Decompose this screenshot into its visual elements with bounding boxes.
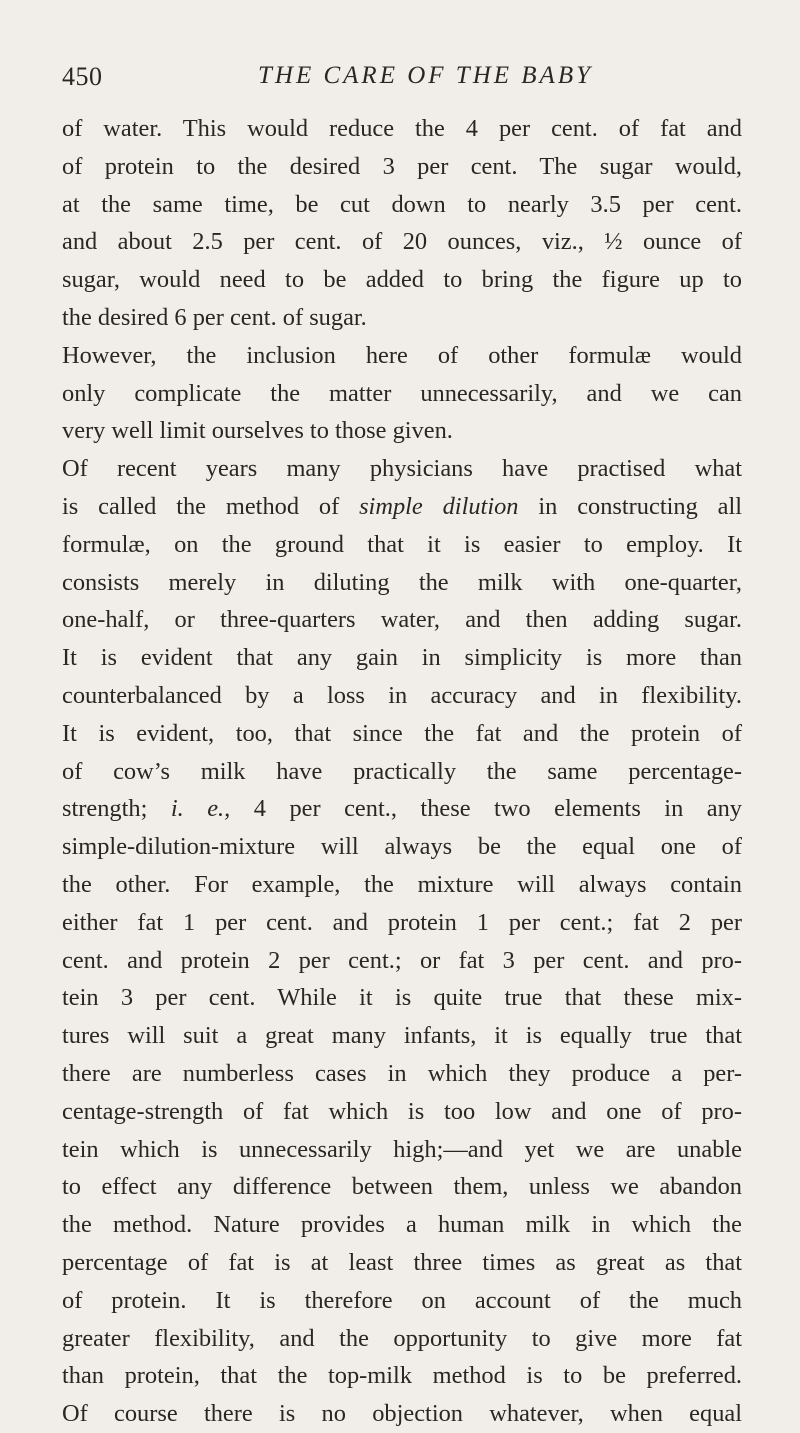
text-line: of cow’s milk have practically the same percentage- xyxy=(62,757,742,785)
text-line: tures will suit a great many infants, it is equally true that xyxy=(62,1022,742,1050)
text-line: the other. For example, the mixture will always contain xyxy=(62,870,742,898)
emphasized-text: simple dilution xyxy=(359,492,519,520)
text-line: greater flexibility, and the opportunity to give more fat xyxy=(62,1324,742,1352)
text-line: counterbalanced by a loss in accuracy and in flexibility. xyxy=(62,681,742,709)
text-line: Of recent years many physicians have practised what xyxy=(62,455,742,483)
text-line: tein 3 per cent. While it is quite true that these mix- xyxy=(62,984,742,1012)
text-line: tein which is unnecessarily high;—and yet we are unable xyxy=(62,1135,742,1163)
text-line: It is evident, too, that since the fat and the protein of xyxy=(62,719,742,747)
text-line: sugar, would need to be added to bring the figure up to xyxy=(62,266,742,294)
text-line: very well limit ourselves to those given. xyxy=(62,417,453,445)
text-line: and about 2.5 per cent. of 20 ounces, viz., ½ ounce of xyxy=(62,228,742,256)
text-line: the desired 6 per cent. of sugar. xyxy=(62,303,367,331)
page-number: 450 xyxy=(62,62,103,91)
text-line: formulæ, on the ground that it is easier to employ. It xyxy=(62,530,742,558)
text-line: However, the inclusion here of other formulæ would xyxy=(62,341,742,369)
text-line: centage-strength of fat which is too low and one of pro- xyxy=(62,1097,742,1125)
text-line-with-emphasis xyxy=(62,488,742,526)
text-line: only complicate the matter unnecessarily, and we can xyxy=(62,379,742,407)
text-line: of water. This would reduce the 4 per cent. of fat and xyxy=(62,115,742,142)
text-line: one-half, or three-quarters water, and then adding sugar. xyxy=(62,606,742,634)
text-line: of protein. It is therefore on account of the much xyxy=(62,1286,742,1314)
line-text-after: 4 per cent., these two elements in any xyxy=(230,795,742,823)
body-text xyxy=(62,110,742,1433)
text-line: to effect any difference between them, unless we abandon xyxy=(62,1173,742,1201)
text-line: cent. and protein 2 per cent.; or fat 3 per cent. and pro- xyxy=(62,946,742,974)
text-line: there are numberless cases in which they produce a per- xyxy=(62,1059,742,1087)
running-head xyxy=(62,62,752,98)
emphasized-text: i. e., xyxy=(170,795,231,823)
text-line: simple-dilution-mixture will always be the equal one of xyxy=(62,833,742,861)
text-line: than protein, that the top-milk method is to be preferred. xyxy=(62,1362,742,1390)
text-line: It is evident that any gain in simplicity is more than xyxy=(62,644,742,672)
line-text-before: strength; xyxy=(62,795,171,823)
line-text-after: in constructing all xyxy=(518,492,742,520)
text-line: percentage of fat is at least three times as great as that xyxy=(62,1248,742,1276)
text-line: of protein to the desired 3 per cent. The sugar would, xyxy=(62,152,742,180)
text-line: either fat 1 per cent. and protein 1 per cent.; fat 2 per xyxy=(62,908,742,936)
running-title: THE CARE OF THE BABY xyxy=(258,62,593,89)
text-line: the method. Nature provides a human milk in which the xyxy=(62,1211,742,1239)
text-line: Of course there is no objection whatever, when equal xyxy=(62,1400,742,1428)
line-text-before: is called the method of xyxy=(62,492,360,520)
text-line: consists merely in diluting the milk with one-quarter, xyxy=(62,568,742,596)
text-line: at the same time, be cut down to nearly 3.5 per cent. xyxy=(62,190,742,218)
text-line-with-emphasis xyxy=(62,790,742,828)
